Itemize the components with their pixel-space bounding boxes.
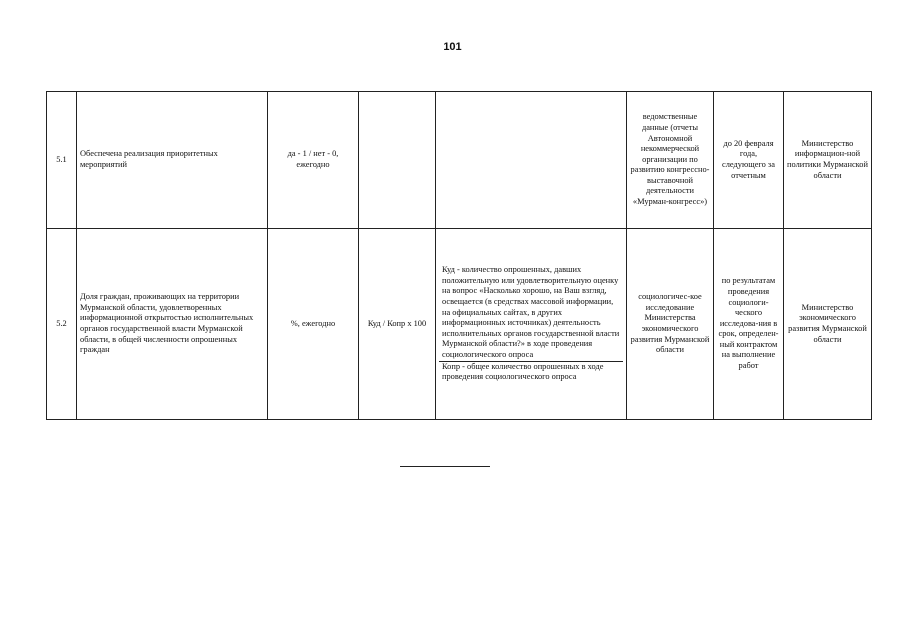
- definition-kopr: Копр - общее количество опрошенных в ходе проведения социологического опроса: [439, 361, 623, 383]
- responsible-cell: Министерство экономического развития Мурманской области: [784, 229, 872, 420]
- source-cell: ведомственные данные (отчеты Автономной некоммерческой организации по развитию конгрессно-выставочной деятельности «Мурман-конгресс»): [627, 92, 714, 229]
- formula-cell: Куд / Копр х 100: [359, 229, 436, 420]
- row-number: 5.1: [47, 92, 77, 229]
- source-cell: социологичес-кое исследование Министерства экономического развития Мурманской области: [627, 229, 714, 420]
- unit-cell: %, ежегодно: [268, 229, 359, 420]
- page-number: 101: [443, 41, 462, 53]
- indicator-name: Доля граждан, проживающих на территории Мурманской области, удовлетворенных информационной открытостью исполнительных органов государственной власти Мурманской области, в общей численности опрошенных граждан: [77, 229, 268, 420]
- footnote-separator: [400, 466, 490, 467]
- unit-cell: да - 1 / нет - 0, ежегодно: [268, 92, 359, 229]
- table-row: [47, 92, 872, 229]
- indicator-name: Обеспечена реализация приоритетных мероприятий: [77, 92, 268, 229]
- formula-cell: [359, 92, 436, 229]
- indicators-table: [46, 91, 872, 420]
- table-row: [47, 229, 872, 420]
- row-number: 5.2: [47, 229, 77, 420]
- responsible-cell: Министерство информацион-ной политики Мурманской области: [784, 92, 872, 229]
- deadline-cell: до 20 февраля года, следующего за отчетным: [714, 92, 784, 229]
- definitions-cell: [436, 92, 627, 229]
- definition-kud: Куд - количество опрошенных, давших положительную или удовлетворительную оценку на вопрос «Насколько хорошо, на Ваш взгляд, освещается (в средствах массовой информации, на официальных сайтах, в других информационных источниках) деятельность исполнительных органов государственной власти Мурманской области?» в ходе проведения социологического опроса: [442, 265, 620, 359]
- definitions-cell: [436, 229, 627, 420]
- deadline-cell: по результатам проведения социологи-ческого исследова-ния в срок, определен-ный контрактом на выполнение работ: [714, 229, 784, 420]
